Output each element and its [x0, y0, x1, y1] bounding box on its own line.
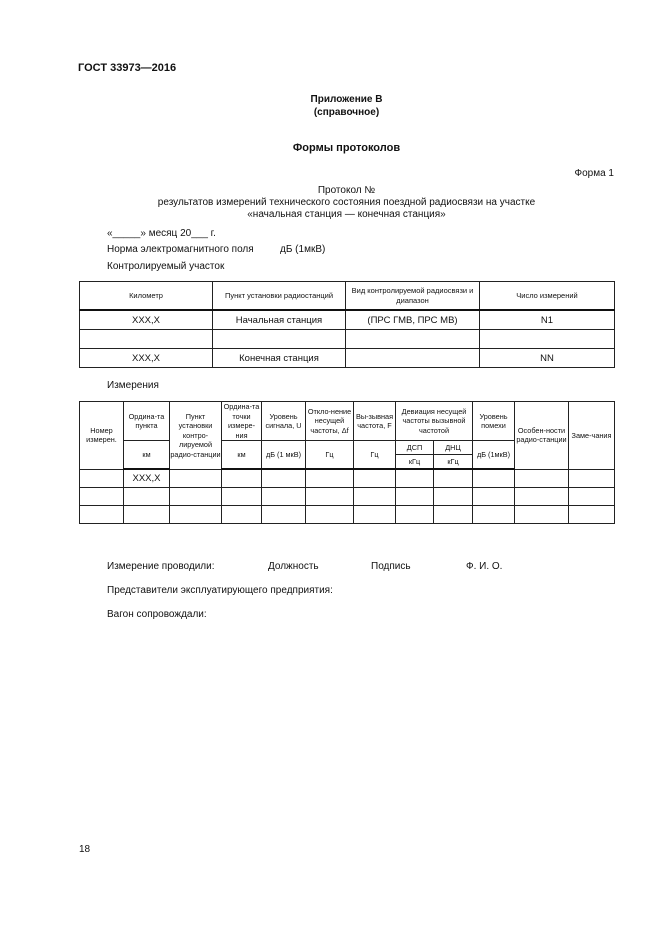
escort-label: Вагон сопровождали:: [107, 609, 207, 620]
col-number: Номер измерен.: [80, 402, 124, 470]
table-cell: [124, 488, 170, 506]
table-cell: [354, 469, 396, 488]
table-cell: N1: [480, 310, 615, 330]
table-cell: [569, 488, 615, 506]
table-cell: [480, 330, 615, 349]
section-title: Формы протоколов: [292, 142, 401, 154]
col-level: Уровень сигнала, U: [262, 402, 306, 441]
table-cell: ХХХ,Х: [80, 349, 213, 368]
col-dev-call: Девиация несущей частоты вызывной частотой: [396, 402, 473, 441]
measurements-table: [79, 401, 615, 524]
table-cell: ХХХ,Х: [80, 310, 213, 330]
table-cell: ХХХ,Х: [124, 469, 170, 488]
table-cell: [222, 469, 262, 488]
table-cell: Начальная станция: [213, 310, 346, 330]
col-deviation: Откло-нение несущей частоты, Δf: [306, 402, 354, 441]
table-cell: [473, 506, 515, 524]
representatives-label: Представители эксплуатирующего предприятия:: [107, 585, 333, 596]
table-row: [80, 330, 615, 349]
unit-dsp-label: ДСП: [395, 441, 434, 455]
col-point: Пункт установки контро-лируемой радио-станции: [170, 402, 222, 470]
table-cell: [80, 488, 124, 506]
table-cell: [434, 469, 473, 488]
table-row: [80, 469, 615, 488]
col-special: Особен-ности радио-станции: [515, 402, 569, 470]
unit-khz: кГц: [447, 457, 459, 466]
table-cell: [80, 330, 213, 349]
table-cell: [473, 488, 515, 506]
table-row: [80, 310, 615, 330]
protocol-title: Протокол №: [317, 185, 376, 196]
unit-hz: Гц: [306, 441, 354, 470]
col-remarks: Заме-чания: [569, 402, 615, 470]
table-cell: [262, 488, 306, 506]
col-radio-type: Вид контролируемой радиосвязи и диапазон: [346, 282, 480, 311]
table-cell: [80, 506, 124, 524]
table-cell: [434, 506, 473, 524]
table-cell: [346, 330, 480, 349]
col-ordinate: Ордина-та пункта: [124, 402, 170, 441]
date-line: «_____» месяц 20___ г.: [107, 228, 216, 239]
unit-km: км: [124, 441, 170, 470]
table-cell: [396, 488, 434, 506]
signature-label: Подпись: [371, 561, 411, 572]
unit-dsp: [396, 441, 434, 470]
table-cell: [80, 469, 124, 488]
table-cell: [170, 469, 222, 488]
table-header-row: [80, 282, 615, 311]
sections-table: [79, 281, 615, 368]
unit-km: км: [222, 441, 262, 470]
table-cell: [569, 506, 615, 524]
table-cell: NN: [480, 349, 615, 368]
col-meas-ordinate: Ордина-та точки измере-ния: [222, 402, 262, 441]
measurements-label: Измерения: [107, 380, 159, 391]
unit-db: дБ (1 мкВ): [262, 441, 306, 470]
table-cell: [515, 506, 569, 524]
appendix-subtitle: (справочное): [313, 107, 380, 118]
table-cell: [306, 488, 354, 506]
col-km: Километр: [80, 282, 213, 311]
col-noise: Уровень помехи: [473, 402, 515, 441]
table-cell: [170, 488, 222, 506]
table-cell: [569, 469, 615, 488]
norm-label: Норма электромагнитного поля: [107, 244, 254, 255]
table-cell: [346, 349, 480, 368]
page-number: 18: [79, 844, 91, 855]
table-header-row: [80, 402, 615, 441]
section-label: Контролируемый участок: [107, 261, 225, 272]
form-label: Форма 1: [574, 168, 614, 179]
table-cell: [396, 469, 434, 488]
table-cell: Конечная станция: [213, 349, 346, 368]
table-cell: [354, 488, 396, 506]
col-count: Число измерений: [480, 282, 615, 311]
appendix-heading: [0, 93, 661, 119]
table-cell: (ПРС ГМВ, ПРС МВ): [346, 310, 480, 330]
table-cell: [306, 506, 354, 524]
protocol-heading: [0, 185, 661, 221]
table-cell: [306, 469, 354, 488]
measured-by-label: Измерение проводили:: [107, 561, 215, 572]
table-cell: [262, 469, 306, 488]
table-cell: [396, 506, 434, 524]
unit-db-noise: дБ (1мкВ): [473, 441, 515, 470]
table-cell: [262, 506, 306, 524]
unit-dnc: [434, 441, 473, 470]
table-cell: [213, 330, 346, 349]
table-cell: [515, 469, 569, 488]
table-row: [80, 506, 615, 524]
table-cell: [473, 469, 515, 488]
unit-hz: Гц: [354, 441, 396, 470]
table-row: [80, 488, 615, 506]
unit-dnc-label: ДНЦ: [433, 441, 473, 455]
table-cell: [222, 488, 262, 506]
appendix-title: Приложение В: [310, 94, 383, 105]
full-name-label: Ф. И. О.: [466, 561, 503, 572]
protocol-line-2: «начальная станция — конечная станция»: [247, 209, 446, 220]
table-cell: [354, 506, 396, 524]
table-cell: [170, 506, 222, 524]
table-row: [80, 349, 615, 368]
col-station-point: Пункт установки радиостанций: [213, 282, 346, 311]
table-cell: [515, 488, 569, 506]
standard-header: ГОСТ 33973—2016: [78, 62, 177, 74]
protocol-line-1: результатов измерений технического состояния поездной радиосвязи на участке: [157, 197, 536, 208]
table-cell: [124, 506, 170, 524]
table-cell: [434, 488, 473, 506]
table-cell: [222, 506, 262, 524]
position-label: Должность: [268, 561, 319, 572]
norm-unit: дБ (1мкВ): [280, 244, 326, 255]
col-call-freq: Вы-зывная частота, F: [354, 402, 396, 441]
unit-khz: кГц: [408, 457, 421, 466]
